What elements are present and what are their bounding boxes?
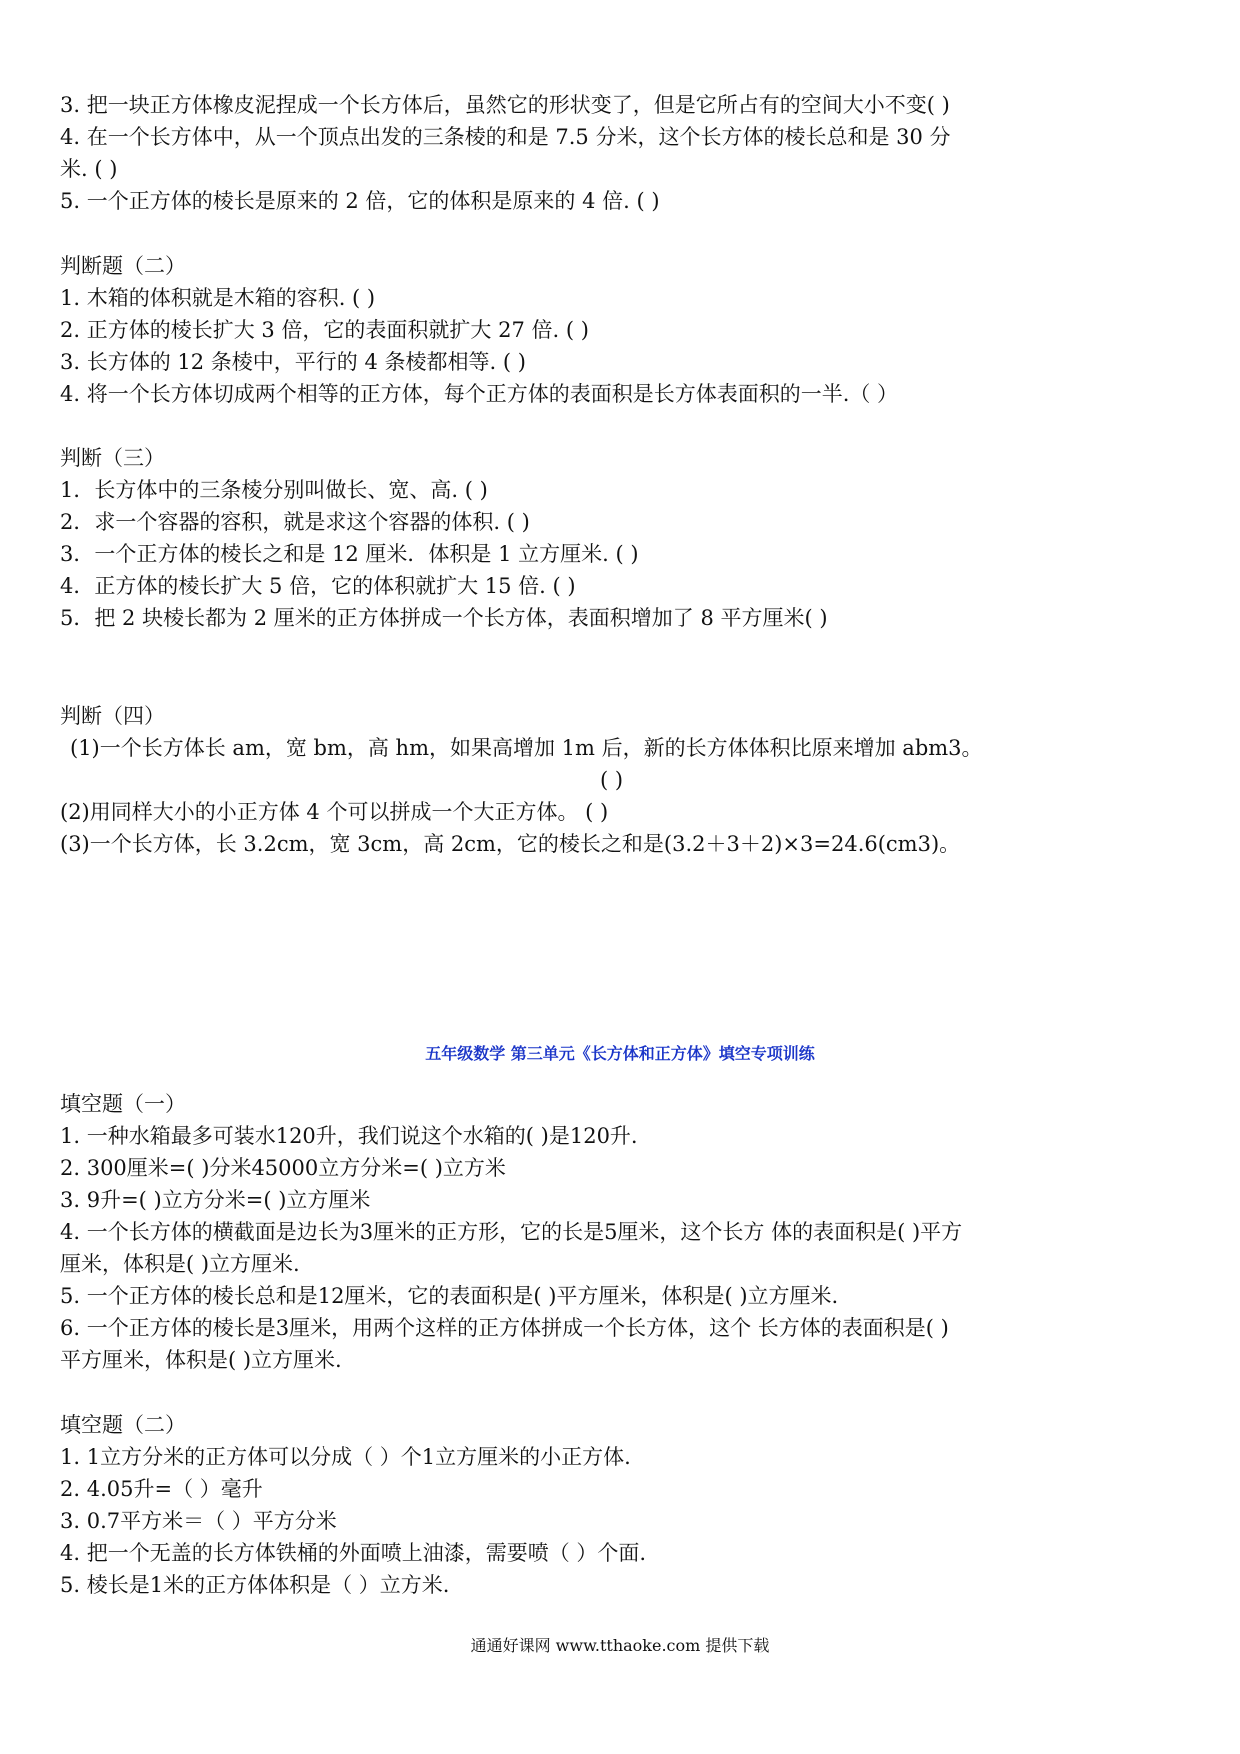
judgment-3-q2: 2．求一个容器的容积，就是求这个容器的体积. ( ) (60, 510, 530, 534)
fill-2-q1: 1. 1立方分米的正方体可以分成（ ）个1立方厘米的小正方体. (60, 1445, 631, 1469)
judgment-1-q4-line1: 4. 在一个长方体中，从一个顶点出发的三条棱的和是 7.5 分米，这个长方体的棱长总和是 30 分 (60, 125, 951, 149)
judgment-2-q3: 3. 长方体的 12 条棱中，平行的 4 条棱都相等. ( ) (60, 350, 526, 374)
judgment-3-q4: 4．正方体的棱长扩大 5 倍，它的体积就扩大 15 倍. ( ) (60, 574, 576, 598)
judgment-3-q3: 3．一个正方体的棱长之和是 12 厘米．体积是 1 立方厘米. ( ) (60, 542, 639, 566)
judgment-4-q3: (3)一个长方体，长 3.2cm，宽 3cm，高 2cm，它的棱长之和是(3.2＋3＋2)×3=24.6(cm3)。 (60, 832, 961, 856)
judgment-2-heading: 判断题（二） (60, 254, 186, 278)
judgment-4-q2: (2)用同样大小的小正方体 4 个可以拼成一个大正方体。 ( ) (60, 800, 609, 824)
fill-2-q2: 2. 4.05升=（ ）毫升 (60, 1477, 263, 1501)
judgment-3-q5: 5．把 2 块棱长都为 2 厘米的正方体拼成一个长方体，表面积增加了 8 平方厘米( ) (60, 606, 828, 630)
judgment-4-q1: (1)一个长方体长 am，宽 bm，高 hm，如果高增加 1m 后，新的长方体体积比原来增加 abm3。 (70, 736, 983, 760)
fill-2-heading: 填空题（二） (60, 1413, 186, 1437)
judgment-3-q1: 1．长方体中的三条棱分别叫做长、宽、高. ( ) (60, 478, 488, 502)
judgment-4-heading: 判断（四） (60, 704, 165, 728)
judgment-3-heading: 判断（三） (60, 446, 165, 470)
fill-1-q5: 5. 一个正方体的棱长总和是12厘米，它的表面积是( )平方厘米，体积是( )立方厘米. (60, 1284, 839, 1308)
fill-1-q4-line1: 4. 一个长方体的横截面是边长为3厘米的正方形，它的长是5厘米，这个长方 体的表面积是( )平方 (60, 1220, 963, 1244)
fill-2-q3: 3. 0.7平方米＝（ ）平方分米 (60, 1509, 337, 1533)
judgment-1-q3: 3. 把一块正方体橡皮泥捏成一个长方体后，虽然它的形状变了，但是它所占有的空间大小不变( ) (60, 93, 950, 117)
fill-1-q1: 1. 一种水箱最多可装水120升，我们说这个水箱的( )是120升. (60, 1124, 638, 1148)
judgment-2-q2: 2. 正方体的棱长扩大 3 倍，它的表面积就扩大 27 倍. ( ) (60, 318, 589, 342)
judgment-1-q5: 5. 一个正方体的棱长是原来的 2 倍，它的体积是原来的 4 倍. ( ) (60, 189, 660, 213)
judgment-1-q4-line2: 米. ( ) (60, 157, 118, 181)
fill-1-q2: 2. 300厘米=( )分米45000立方分米=( )立方米 (60, 1156, 506, 1180)
footer-credit: 通通好课网 www.tthaoke.com 提供下载 (470, 1636, 770, 1655)
fill-1-heading: 填空题（一） (60, 1092, 186, 1116)
fill-2-q5: 5. 棱长是1米的正方体体积是（ ）立方米. (60, 1573, 450, 1597)
judgment-4-q1-answer-blank: ( ) (600, 768, 624, 792)
fill-1-q6-line2: 平方厘米，体积是( )立方厘米. (60, 1348, 342, 1372)
fill-1-q6-line1: 6. 一个正方体的棱长是3厘米，用两个这样的正方体拼成一个长方体，这个 长方体的表面积是( ) (60, 1316, 949, 1340)
fill-1-q4-line2: 厘米，体积是( )立方厘米. (60, 1252, 300, 1276)
fill-1-q3: 3. 9升=( )立方分米=( )立方厘米 (60, 1188, 371, 1212)
section-title: 五年级数学 第三单元《长方体和正方体》填空专项训练 (425, 1044, 815, 1063)
judgment-2-q4: 4. 将一个长方体切成两个相等的正方体，每个正方体的表面积是长方体表面积的一半.（ ） (60, 382, 899, 406)
judgment-2-q1: 1. 木箱的体积就是木箱的容积. ( ) (60, 286, 376, 310)
fill-2-q4: 4. 把一个无盖的长方体铁桶的外面喷上油漆，需要喷（ ）个面. (60, 1541, 647, 1565)
